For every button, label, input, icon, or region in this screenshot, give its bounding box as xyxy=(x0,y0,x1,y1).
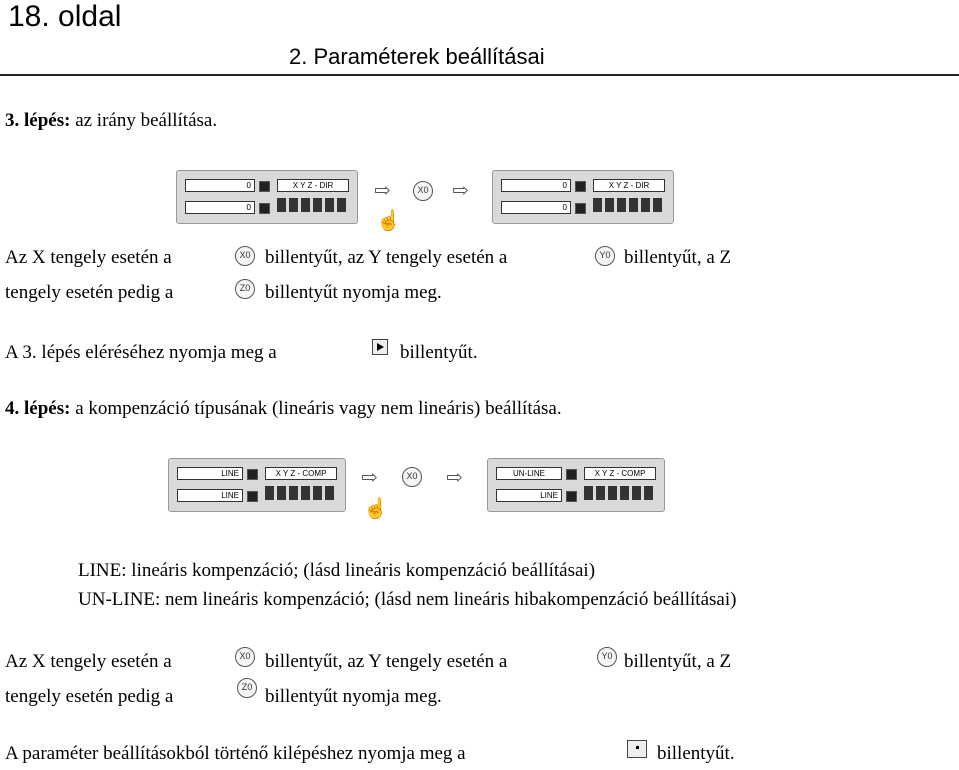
panel-keypad xyxy=(277,198,349,212)
panel-led xyxy=(575,181,586,192)
step4-heading xyxy=(5,398,562,420)
panel-keypad xyxy=(584,486,656,500)
para1-line2-b: billentyűt nyomja meg. xyxy=(265,282,442,303)
panel-led xyxy=(259,181,270,192)
page-number: 18. oldal xyxy=(8,0,122,33)
panel-field-2: 0 xyxy=(185,201,255,214)
z0-key-icon: Z0 xyxy=(235,279,255,299)
panel-field-1: 0 xyxy=(185,179,255,192)
dot-key-icon xyxy=(627,740,647,758)
arrow-right-icon: ⇨ xyxy=(374,180,391,202)
para2-text: A 3. lépés eléréséhez nyomja meg a xyxy=(5,342,277,363)
display-panel-before xyxy=(168,458,346,512)
hand-pointer-icon: ☝ xyxy=(363,498,388,520)
step4-label: 4. lépés: xyxy=(5,398,71,419)
para1-line2-a: tengely esetén pedig a xyxy=(5,282,174,303)
display-panel-before xyxy=(176,170,358,224)
x0-key-icon: X0 xyxy=(235,647,255,667)
panel-led xyxy=(575,203,586,214)
y0-key-icon: Y0 xyxy=(597,647,617,667)
display-panel-after xyxy=(492,170,674,224)
step3-text: az irány beállítása. xyxy=(70,110,218,131)
panel-field-2: 0 xyxy=(501,201,571,214)
para2-text-b: billentyűt. xyxy=(400,342,478,363)
panel-mode-label: X Y Z - COMP xyxy=(584,467,656,480)
y0-key-icon: Y0 xyxy=(595,246,615,266)
panel-field-2: LINE xyxy=(177,489,243,502)
para3-line1-a: Az X tengely esetén a xyxy=(5,651,172,672)
para1-line1-a: Az X tengely esetén a xyxy=(5,247,172,268)
enter-key-icon xyxy=(372,339,388,355)
x0-key-icon: X0 xyxy=(402,467,422,487)
step3-heading xyxy=(5,110,217,132)
para1-line1-c: billentyűt, a Z xyxy=(624,247,732,268)
para3-line2-b: billentyűt nyomja meg. xyxy=(265,686,442,707)
panel-mode-label: X Y Z - DIR xyxy=(277,179,349,192)
panel-led xyxy=(247,491,258,502)
panel-led xyxy=(566,469,577,480)
panel-led xyxy=(259,203,270,214)
panel-field-1: UN-LINE xyxy=(496,467,562,480)
z0-key-icon: Z0 xyxy=(237,678,257,698)
section-title: 2. Paraméterek beállításai xyxy=(289,44,545,69)
panel-mode-label: X Y Z - DIR xyxy=(593,179,665,192)
panel-keypad xyxy=(265,486,337,500)
arrow-right-icon: ⇨ xyxy=(446,467,463,489)
para3-line1-b: billentyűt, az Y tengely esetén a xyxy=(265,651,508,672)
panel-mode-label: X Y Z - COMP xyxy=(265,467,337,480)
panel-keypad xyxy=(593,198,665,212)
x0-key-icon: X0 xyxy=(235,246,255,266)
para4-text-b: billentyűt. xyxy=(657,743,735,764)
display-panel-after xyxy=(487,458,665,512)
arrow-right-icon: ⇨ xyxy=(361,467,378,489)
line-definition: LINE: lineáris kompenzáció; (lásd lineáris kompenzáció beállításai) xyxy=(78,560,596,581)
para3-line2-a: tengely esetén pedig a xyxy=(5,686,174,707)
panel-field-1: 0 xyxy=(501,179,571,192)
arrow-right-icon: ⇨ xyxy=(452,180,469,202)
header-divider xyxy=(0,74,959,76)
panel-field-1: LINE xyxy=(177,467,243,480)
panel-led xyxy=(247,469,258,480)
unline-definition: UN-LINE: nem lineáris kompenzáció; (lásd nem lineáris hibakompenzáció beállításai) xyxy=(78,589,737,610)
para3-line1-c: billentyűt, a Z xyxy=(624,651,732,672)
step4-text: a kompenzáció típusának (lineáris vagy nem lineáris) beállítása. xyxy=(70,398,562,419)
step3-label: 3. lépés: xyxy=(5,110,71,131)
panel-field-2: LINE xyxy=(496,489,562,502)
x0-key-icon: X0 xyxy=(413,181,433,201)
hand-pointer-icon: ☝ xyxy=(376,210,401,232)
panel-led xyxy=(566,491,577,502)
para4-text: A paraméter beállításokból történő kilépéshez nyomja meg a xyxy=(5,743,466,764)
para1-line1-b: billentyűt, az Y tengely esetén a xyxy=(265,247,508,268)
